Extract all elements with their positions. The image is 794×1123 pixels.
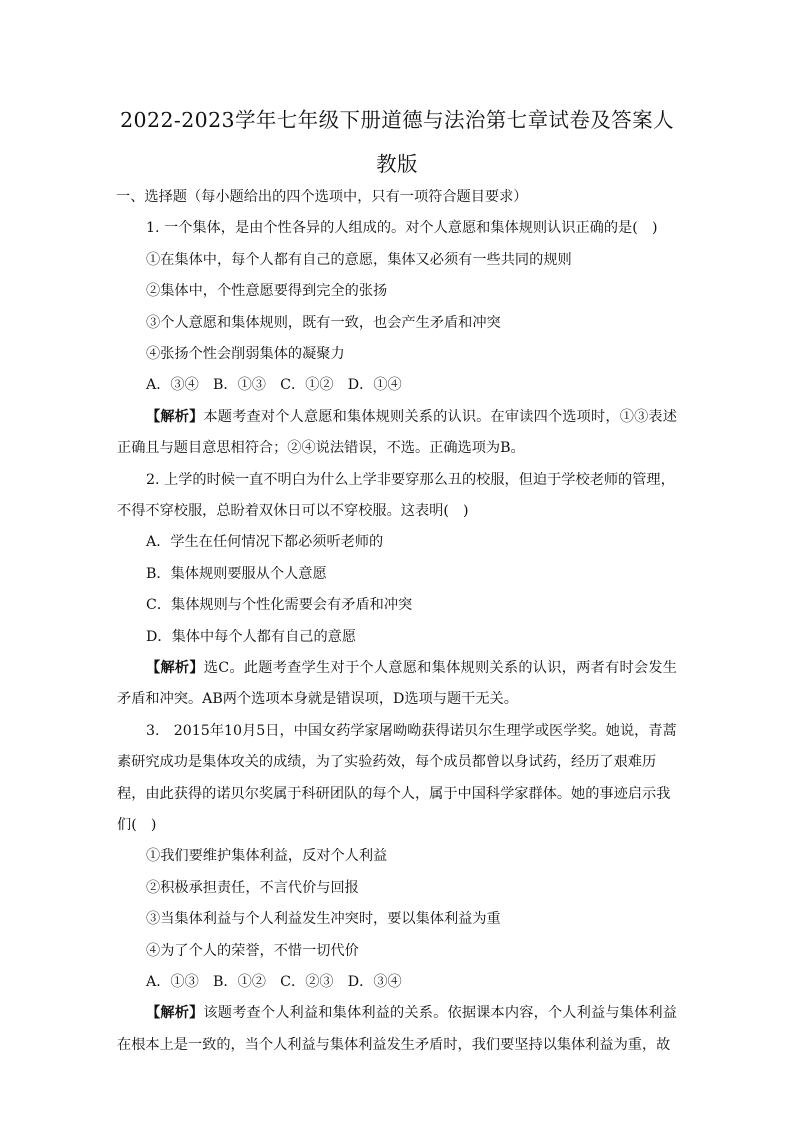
question-2-option-b: B．集体规则要服从个人意愿 [146,565,327,582]
question-3-analysis-text: 该题考查个人利益和集体利益的关系。依据课本内容，个人利益与集体利益在根本上是一致的，当个人利益与集体利益发生矛盾时，我们要坚持以集体利益为重，故 [117,1005,677,1053]
question-3-option-4: ④为了个人的荣誉，不惜一切代价 [146,942,359,959]
question-1-choices: A．③④ B．①③ C．①② D．①④ [146,377,402,394]
question-3-option-2: ②积极承担责任，不言代价与回报 [146,879,359,896]
analysis-label: 【解析】 [146,408,204,425]
question-3-option-3: ③当集体利益与个人利益发生冲突时，要以集体利益为重 [146,911,501,928]
title-line-1: 2022-2023学年七年级下册道德与法治第七章试卷及答案人 [120,108,674,132]
analysis-label: 【解析】 [146,1005,204,1022]
question-1-analysis [117,402,677,465]
question-3-choices: A．①③ B．①② C．②③ D．③④ [146,973,402,990]
question-2-option-a: A．学生在任何情况下都必须听老师的 [146,534,384,551]
document-title [110,98,684,186]
section-heading: 一、选择题（每小题给出的四个选项中，只有一项符合题目要求） [116,189,528,205]
analysis-label: 【解析】 [146,659,204,676]
document-body [117,182,677,1061]
question-3-stem: 3. 2015年10月5日，中国女药学家屠呦呦获得诺贝尔生理学或医学奖。她说，青蒿素研究成功是集体攻关的成绩，为了实验药效，每个成员都曾以身试药，经历了艰难历程，由此获得的诺贝尔奖属于科研团队的每个人，属于中国科学家群体。她的事迹启示我们( ) [117,722,677,833]
question-2-analysis-text: 选C。此题考查学生对于个人意愿和集体规则关系的认识，两者有时会发生矛盾和冲突。AB两个选项本身就是错误项，D选项与题干无关。 [117,659,677,708]
question-2-analysis [117,653,677,716]
question-3-option-1: ①我们要维护集体利益，反对个人利益 [146,848,388,865]
question-1-option-2: ②集体中，个性意愿要得到完全的张扬 [146,283,388,300]
question-1-option-3: ③个人意愿和集体规则，既有一致，也会产生矛盾和冲突 [146,314,501,331]
question-2-option-d: D．集体中每个人都有自己的意愿 [146,628,357,645]
title-line-2: 教版 [376,152,418,176]
question-2-option-c: C．集体规则与个性化需要会有矛盾和冲突 [146,597,413,614]
question-1-stem: 1. 一个集体，是由个性各异的人组成的。对个人意愿和集体规则认识正确的是( ) [146,220,658,237]
question-1-option-1: ①在集体中，每个人都有自己的意愿，集体又必须有一些共同的规则 [146,251,572,268]
question-1-option-4: ④张扬个性会削弱集体的凝聚力 [146,345,345,362]
question-3-analysis [117,998,677,1061]
question-2-stem: 2. 上学的时候一直不明白为什么上学非要穿那么丑的校服，但迫于学校老师的管理，不得不穿校服，总盼着双休日可以不穿校服。这表明( ) [117,471,675,519]
question-1-analysis-text: 本题考查对个人意愿和集体规则关系的认识。在审读四个选项时，①③表述正确且与题目意思相符合；②④说法错误，不选。正确选项为B。 [117,408,677,457]
